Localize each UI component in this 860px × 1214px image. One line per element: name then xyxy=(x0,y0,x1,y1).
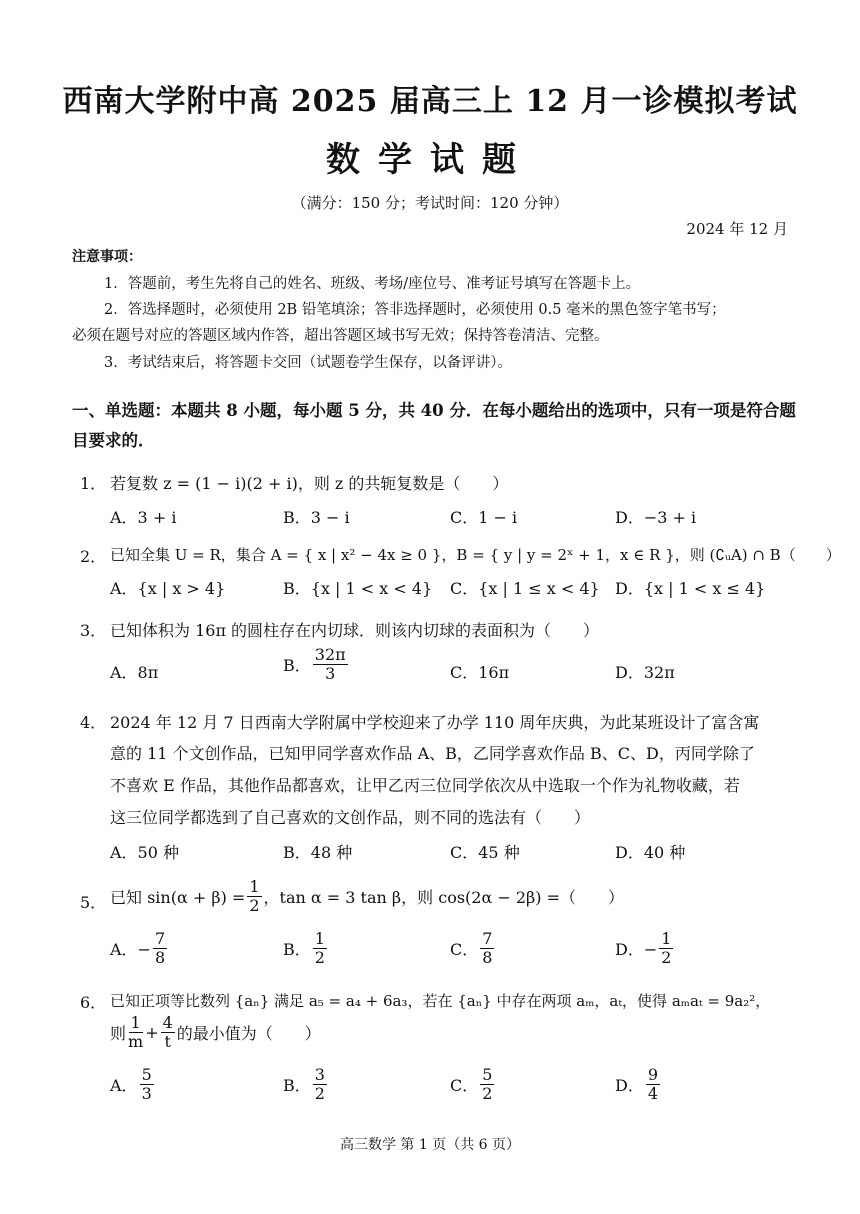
option-a: A． $\frac{5}{3}$ xyxy=(110,1065,152,1104)
option-c: C．1 − i xyxy=(450,508,518,527)
option-b: B．48 种 xyxy=(283,843,353,862)
question-number: 5． xyxy=(80,893,107,912)
question-stem: 已知 sin(α + β) = $\frac{1}{2}$ ，tan α = 3 tan β，则 cos(2α − 2β) =（ ） xyxy=(110,877,625,916)
question-line: 意的 11 个文创作品，已知甲同学喜欢作品 A、B，乙同学喜欢作品 B、C、D，丙同学除了 xyxy=(110,744,755,763)
option-d: D．−3 + i xyxy=(615,508,697,527)
option-d: D．32π xyxy=(615,663,675,682)
option-c: C．{x | 1 ≤ x < 4} xyxy=(450,579,600,598)
question-stem: 若复数 z = (1 − i)(2 + i)，则 z 的共轭复数是（ ） xyxy=(110,474,509,493)
subject-title: 数学试题 xyxy=(326,140,534,180)
question-line: 不喜欢 E 作品，其他作品都喜欢，让甲乙丙三位同学依次从中选取一个作为礼物收藏，若 xyxy=(110,776,740,795)
option-a: A．− $\frac{7}{8}$ xyxy=(110,929,166,968)
note-item: 2．答选择题时，必须使用 2B 铅笔填涂；答非选择题时，必须使用 0.5 毫米的黑色签字笔书写； xyxy=(104,302,726,318)
option-b: B． $\frac{32\pi}{3}$ xyxy=(283,645,346,684)
question-line: 2024 年 12 月 7 日西南大学附属中学校迎来了办学 110 周年庆典，为此某班设计了富含寓 xyxy=(110,713,760,732)
option-d: D． $\frac{9}{4}$ xyxy=(615,1065,659,1104)
option-c: C． $\frac{5}{2}$ xyxy=(450,1065,493,1104)
question-line: 这三位同学都选到了自己喜欢的文创作品，则不同的选法有（ ） xyxy=(110,808,591,827)
option-c: C．16π xyxy=(450,663,510,682)
question-stem: 已知体积为 16π 的圆柱存在内切球．则该内切球的表面积为（ ） xyxy=(110,621,600,640)
option-c: C． $\frac{7}{8}$ xyxy=(450,929,493,968)
exam-title: 西南大学附中高 2025 届高三上 12 月一诊模拟考试 xyxy=(62,84,798,119)
question-number: 1． xyxy=(80,474,107,493)
option-b: B． $\frac{1}{2}$ xyxy=(283,929,325,968)
question-line: 则 $\frac{1}{m}$ + $\frac{4}{t}$ 的最小值为（ ） xyxy=(110,1013,321,1052)
question-number: 3． xyxy=(80,621,107,640)
option-b: B．{x | 1 < x < 4} xyxy=(283,579,433,598)
exam-info: （满分：150 分；考试时间：120 分钟） xyxy=(291,194,569,212)
page-footer: 高三数学 第 1 页（共 6 页） xyxy=(339,1137,521,1153)
option-a: A．50 种 xyxy=(110,843,180,862)
question-number: 6． xyxy=(80,993,107,1012)
option-d: D．40 种 xyxy=(615,843,686,862)
option-b: B． $\frac{3}{2}$ xyxy=(283,1065,325,1104)
option-a: A．{x | x > 4} xyxy=(110,579,226,598)
option-c: C．45 种 xyxy=(450,843,520,862)
option-d: D．− $\frac{1}{2}$ xyxy=(615,929,672,968)
note-item: 3．考试结束后，将答题卡交回（试题卷学生保存，以备评讲）。 xyxy=(104,355,512,371)
question-number: 2． xyxy=(80,547,107,566)
exam-date: 2024 年 12 月 xyxy=(686,220,788,238)
option-a: A．8π xyxy=(110,663,159,682)
section-heading: 一、单选题：本题共 8 小题，每小题 5 分，共 40 分．在每小题给出的选项中，只有一项是符合题目要求的． xyxy=(72,401,796,450)
note-item: 1．答题前，考生先将自己的姓名、班级、考场/座位号、准考证号填写在答题卡上。 xyxy=(104,276,641,292)
note-item: 必须在题号对应的答题区域内作答，超出答题区域书写无效；保持答卷清洁、完整。 xyxy=(72,328,609,344)
question-stem: 已知全集 U = R，集合 A = { x | x² − 4x ≥ 0 }，B = { y | y = 2ˣ + 1，x ∈ R }，则 (∁ᵤA) ∩ B（ ） xyxy=(110,546,841,564)
option-a: A．3 + i xyxy=(110,508,177,527)
option-b: B．3 − i xyxy=(283,508,350,527)
option-d: D．{x | 1 < x ≤ 4} xyxy=(615,579,766,598)
notes-title: 注意事项： xyxy=(72,249,142,265)
question-number: 4． xyxy=(80,713,107,732)
question-stem: 已知正项等比数列 {aₙ} 满足 a₅ = a₄ + 6a₃，若在 {aₙ} 中存在两项 aₘ，aₜ，使得 aₘaₜ = 9a₂²， xyxy=(110,992,771,1010)
